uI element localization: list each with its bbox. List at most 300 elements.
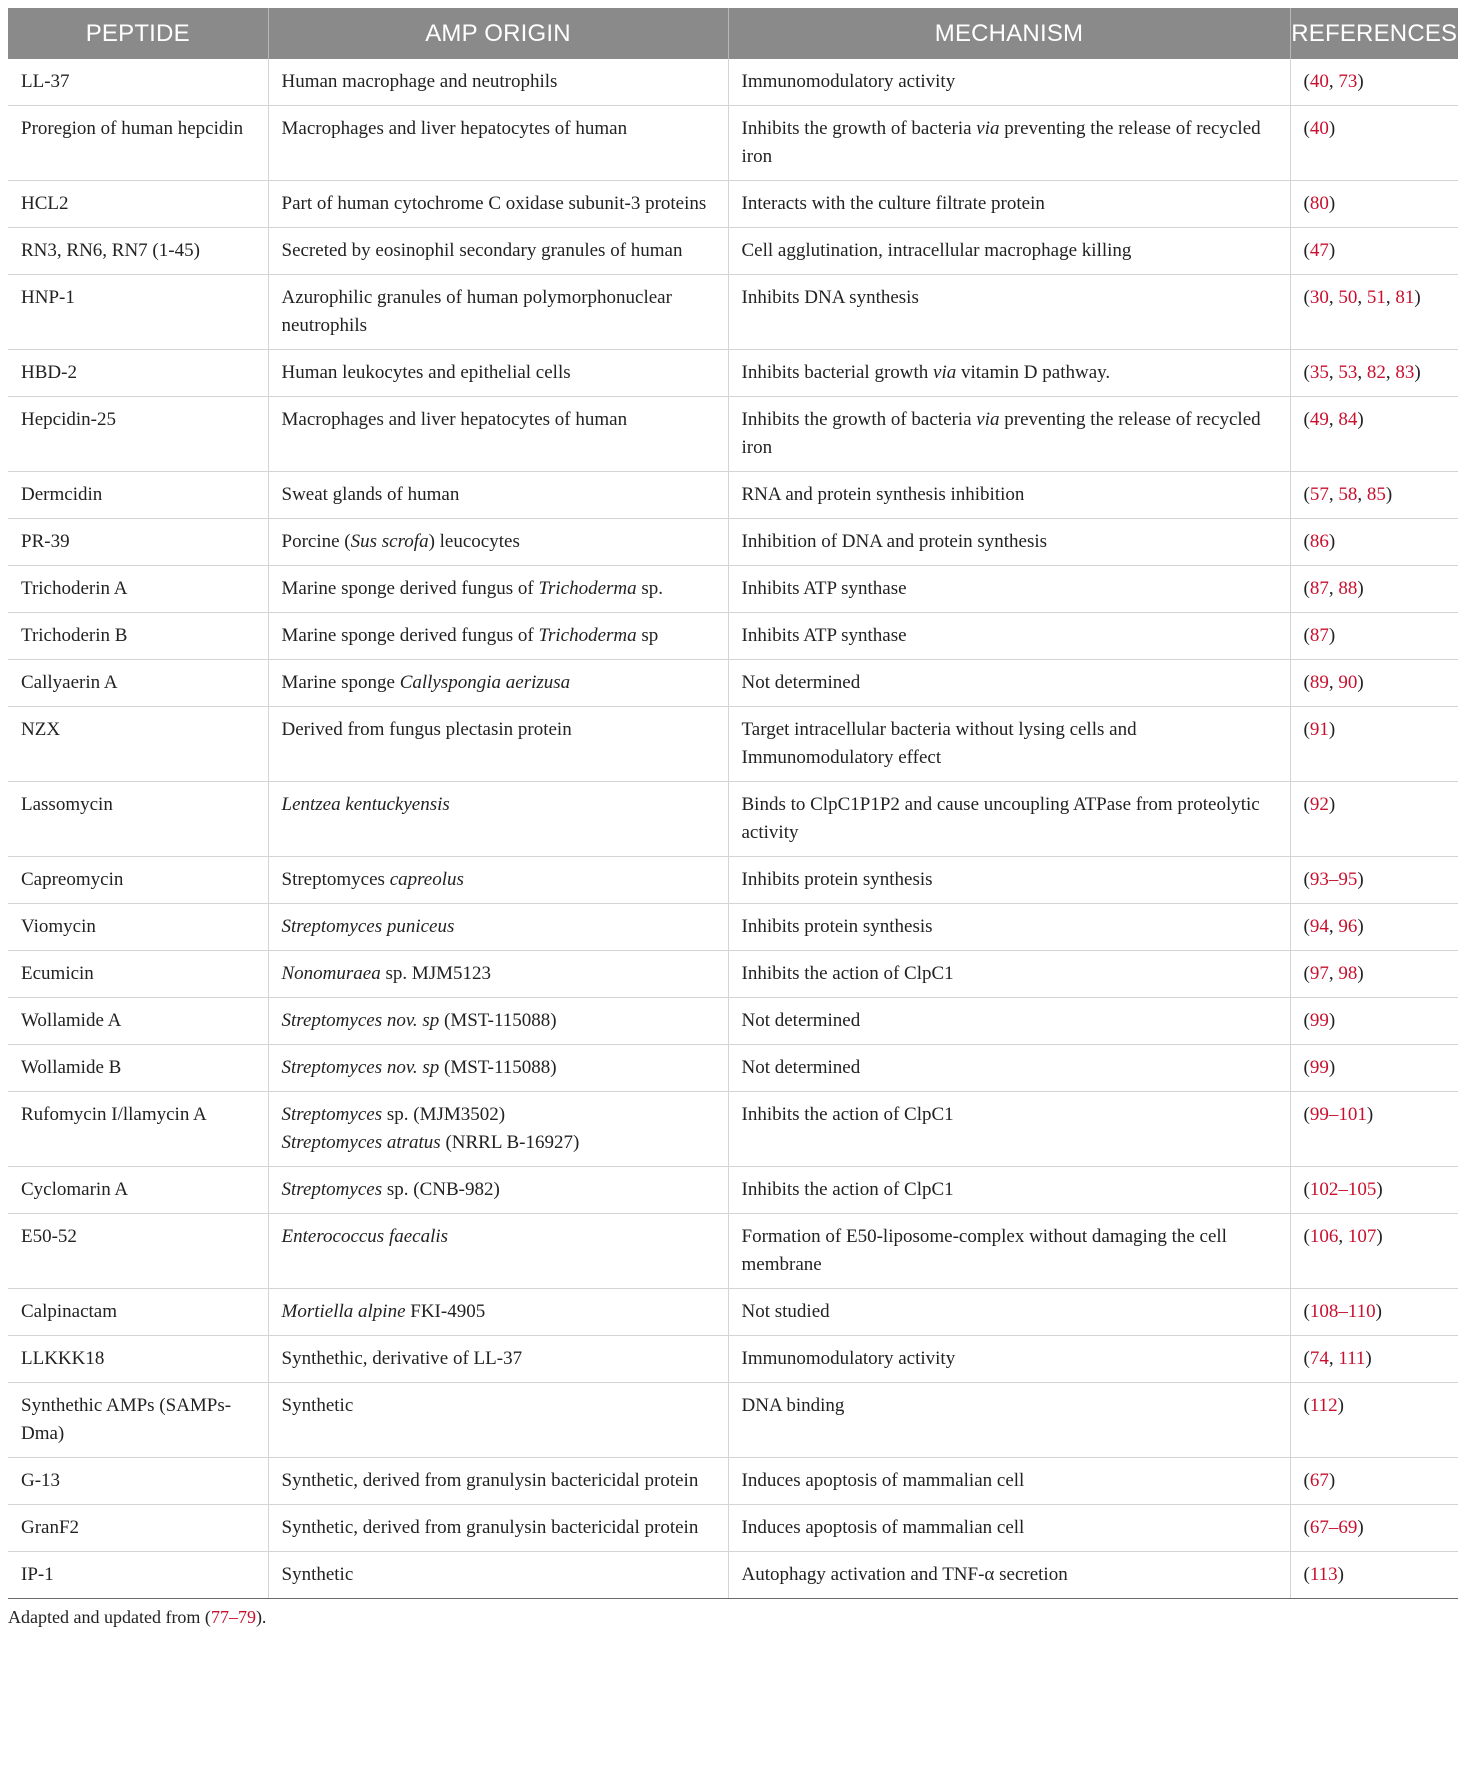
ref-separator: ,: [1328, 916, 1339, 937]
ref-separator: ,: [1328, 484, 1339, 505]
paren-open: (: [1303, 1301, 1310, 1322]
mechanism-cell: [728, 519, 1290, 566]
reference-link[interactable]: 97: [1309, 963, 1329, 984]
paren-close: ): [1365, 1348, 1372, 1369]
mechanism-cell: [728, 275, 1290, 350]
references-cell: [1290, 397, 1458, 472]
mechanism-cell: [728, 350, 1290, 397]
paren-close: ): [1328, 193, 1336, 214]
origin-text-segment: FKI-4905: [405, 1301, 486, 1322]
mechanism-cell: [728, 106, 1290, 181]
header-row: [8, 8, 1458, 59]
reference-link[interactable]: 67–69: [1309, 1517, 1358, 1538]
origin-cell: [268, 1552, 728, 1599]
paren-open: (: [1303, 794, 1310, 815]
paren-open: (: [1303, 625, 1310, 646]
reference-link[interactable]: 47: [1309, 240, 1329, 261]
origin-cell: [268, 59, 728, 106]
table-row: [8, 275, 1458, 350]
paren-close: ): [1357, 963, 1364, 984]
origin-text-segment: sp. (MJM3502): [382, 1104, 506, 1125]
header-references: REFERENCES: [1290, 8, 1458, 59]
paren-close: ): [1328, 719, 1336, 740]
mechanism-cell: [728, 397, 1290, 472]
table-row: [8, 1336, 1458, 1383]
mechanism-cell: [728, 1289, 1290, 1336]
origin-text-segment: sp. (CNB-982): [382, 1179, 500, 1200]
reference-link[interactable]: 85: [1366, 484, 1386, 505]
origin-text-segment: Streptomyces: [281, 1104, 383, 1125]
origin-cell: [268, 181, 728, 228]
reference-link[interactable]: 51: [1366, 287, 1386, 308]
paren-open: (: [1303, 287, 1310, 308]
ref-separator: ,: [1328, 672, 1339, 693]
origin-text-segment: Trichoderma: [538, 625, 637, 646]
mechanism-cell: [728, 1336, 1290, 1383]
footnote-ref-link[interactable]: 77–79: [210, 1607, 256, 1627]
paren-open: (: [1303, 71, 1310, 92]
table-row: [8, 707, 1458, 782]
reference-link[interactable]: 80: [1309, 193, 1329, 214]
origin-cell: [268, 275, 728, 350]
ref-separator: ,: [1385, 287, 1396, 308]
paren-open: (: [1303, 531, 1310, 552]
references-cell: [1290, 228, 1458, 275]
references-cell: [1290, 613, 1458, 660]
peptide-cell: HNP-1: [8, 275, 268, 350]
origin-cell: [268, 1045, 728, 1092]
footnote-suffix: ).: [255, 1607, 267, 1627]
paren-open: (: [1303, 1517, 1310, 1538]
mechanism-text-segment: Autophagy activation and TNF-α secretion: [741, 1564, 1068, 1585]
mechanism-cell: [728, 707, 1290, 782]
mechanism-cell: [728, 951, 1290, 998]
paren-open: (: [1303, 1348, 1310, 1369]
origin-text-segment: Derived from fungus plectasin protein: [281, 719, 572, 740]
peptide-cell: Proregion of human hepcidin: [8, 106, 268, 181]
peptide-cell: Trichoderin B: [8, 613, 268, 660]
mechanism-text-segment: Not studied: [741, 1301, 830, 1322]
table-row: [8, 519, 1458, 566]
reference-link[interactable]: 57: [1309, 484, 1329, 505]
mechanism-text-segment: Interacts with the culture filtrate protein: [741, 193, 1045, 214]
origin-text-segment: Streptomyces nov. sp: [281, 1010, 440, 1031]
peptide-cell: Hepcidin-25: [8, 397, 268, 472]
origin-cell: [268, 782, 728, 857]
mechanism-text-segment: Inhibits protein synthesis: [741, 916, 933, 937]
reference-link[interactable]: 49: [1309, 409, 1329, 430]
reference-link[interactable]: 111: [1338, 1348, 1366, 1369]
peptide-cell: PR-39: [8, 519, 268, 566]
ref-separator: ,: [1385, 362, 1396, 383]
paren-open: (: [1303, 240, 1310, 261]
reference-link[interactable]: 30: [1309, 287, 1329, 308]
origin-text-segment: capreolus: [389, 869, 464, 890]
origin-cell: [268, 228, 728, 275]
references-cell: [1290, 1336, 1458, 1383]
reference-link[interactable]: 93–95: [1309, 869, 1358, 890]
table-row: [8, 998, 1458, 1045]
mechanism-text-segment: Inhibits the action of ClpC1: [741, 1179, 954, 1200]
reference-link[interactable]: 106: [1309, 1226, 1339, 1247]
paren-close: ): [1376, 1179, 1383, 1200]
mechanism-text-segment: Formation of E50-liposome-complex without damaging the cell membrane: [741, 1226, 1232, 1275]
mechanism-cell: [728, 566, 1290, 613]
peptide-cell: Viomycin: [8, 904, 268, 951]
references-cell: [1290, 1458, 1458, 1505]
references-cell: [1290, 1214, 1458, 1289]
mechanism-text-segment: Immunomodulatory activity: [741, 71, 956, 92]
peptide-cell: Dermcidin: [8, 472, 268, 519]
reference-link[interactable]: 87: [1309, 625, 1329, 646]
origin-text-segment: Trichoderma: [538, 578, 637, 599]
table-row: [8, 566, 1458, 613]
peptide-cell: Lassomycin: [8, 782, 268, 857]
paren-close: ): [1357, 578, 1364, 599]
reference-link[interactable]: 53: [1338, 362, 1358, 383]
origin-text-segment: Synthetic: [281, 1395, 354, 1416]
mechanism-text-segment: Inhibits DNA synthesis: [741, 287, 919, 308]
table-row: [8, 350, 1458, 397]
paren-close: ): [1375, 1301, 1382, 1322]
paren-open: (: [1303, 362, 1310, 383]
table-row: [8, 857, 1458, 904]
reference-link[interactable]: 67: [1309, 1470, 1329, 1491]
mechanism-text-segment: Inhibits the action of ClpC1: [741, 1104, 954, 1125]
mechanism-text-segment: via: [976, 409, 1000, 430]
mechanism-cell: [728, 228, 1290, 275]
origin-text-segment: Marine sponge derived fungus of: [281, 625, 539, 646]
origin-cell: [268, 951, 728, 998]
header-amp-origin: AMP ORIGIN: [268, 8, 728, 59]
mechanism-text-segment: Inhibits ATP synthase: [741, 578, 907, 599]
paren-close: ): [1357, 1517, 1364, 1538]
origin-text-segment: Marine sponge derived fungus of: [281, 578, 539, 599]
reference-link[interactable]: 50: [1338, 287, 1358, 308]
mechanism-text-segment: Cell agglutination, intracellular macrophage killing: [741, 240, 1132, 261]
reference-link[interactable]: 113: [1309, 1564, 1338, 1585]
references-cell: [1290, 857, 1458, 904]
table-row: [8, 1505, 1458, 1552]
origin-cell: [268, 998, 728, 1045]
ref-separator: ,: [1328, 71, 1339, 92]
table-row: [8, 59, 1458, 106]
paren-close: ): [1328, 794, 1336, 815]
peptide-cell: Wollamide B: [8, 1045, 268, 1092]
table-body: [8, 59, 1458, 1599]
paren-close: ): [1376, 1226, 1383, 1247]
reference-link[interactable]: 88: [1338, 578, 1358, 599]
reference-link[interactable]: 99: [1309, 1057, 1329, 1078]
origin-cell: [268, 613, 728, 660]
paren-close: ): [1337, 1564, 1344, 1585]
origin-cell: [268, 350, 728, 397]
origin-text-segment: ) leucocytes: [428, 531, 520, 552]
paren-open: (: [1303, 869, 1310, 890]
peptide-cell: E50-52: [8, 1214, 268, 1289]
ref-separator: ,: [1338, 1226, 1348, 1247]
paren-close: ): [1414, 362, 1421, 383]
mechanism-cell: [728, 1552, 1290, 1599]
header-mechanism: MECHANISM: [728, 8, 1290, 59]
origin-text-segment: Synthetic: [281, 1564, 354, 1585]
mechanism-cell: [728, 472, 1290, 519]
origin-text-segment: Sus scrofa: [350, 531, 429, 552]
reference-link[interactable]: 84: [1338, 409, 1358, 430]
table-row: [8, 397, 1458, 472]
origin-cell: [268, 904, 728, 951]
table-row: [8, 660, 1458, 707]
mechanism-cell: [728, 660, 1290, 707]
origin-text-segment: Mortiella alpine: [281, 1301, 406, 1322]
paren-close: ): [1414, 287, 1421, 308]
ref-separator: ,: [1328, 963, 1339, 984]
peptide-cell: HCL2: [8, 181, 268, 228]
references-cell: [1290, 519, 1458, 566]
paren-open: (: [1303, 1395, 1310, 1416]
peptide-cell: HBD-2: [8, 350, 268, 397]
peptide-cell: Calpinactam: [8, 1289, 268, 1336]
mechanism-text-segment: Induces apoptosis of mammalian cell: [741, 1517, 1025, 1538]
table-row: [8, 613, 1458, 660]
peptide-cell: Cyclomarin A: [8, 1167, 268, 1214]
mechanism-cell: [728, 613, 1290, 660]
mechanism-text-segment: via: [976, 118, 1000, 139]
origin-text-segment: Sweat glands of human: [281, 484, 460, 505]
paren-close: ): [1357, 409, 1364, 430]
origin-cell: [268, 857, 728, 904]
mechanism-text-segment: vitamin D pathway.: [956, 362, 1111, 383]
mechanism-text-segment: Inhibits the growth of bacteria: [741, 118, 977, 139]
mechanism-text-segment: Binds to ClpC1P1P2 and cause uncoupling ATPase from proteolytic activity: [741, 794, 1265, 843]
paren-open: (: [1303, 963, 1310, 984]
peptide-cell: Trichoderin A: [8, 566, 268, 613]
origin-text-segment: (MST-115088): [439, 1010, 557, 1031]
paren-open: (: [1303, 1104, 1310, 1125]
mechanism-text-segment: Inhibition of DNA and protein synthesis: [741, 531, 1048, 552]
mechanism-cell: [728, 1214, 1290, 1289]
table-row: [8, 1289, 1458, 1336]
mechanism-text-segment: Inhibits the action of ClpC1: [741, 963, 954, 984]
origin-text-segment: sp.: [636, 578, 664, 599]
origin-text-segment: Human leukocytes and epithelial cells: [281, 362, 571, 383]
paren-open: (: [1303, 719, 1310, 740]
paren-close: ): [1328, 240, 1336, 261]
mechanism-cell: [728, 1045, 1290, 1092]
table-row: [8, 472, 1458, 519]
origin-cell: [268, 1458, 728, 1505]
references-cell: [1290, 1383, 1458, 1458]
reference-link[interactable]: 99–101: [1309, 1104, 1367, 1125]
paren-close: ): [1328, 531, 1336, 552]
peptide-cell: Synthethic AMPs (SAMPs-Dma): [8, 1383, 268, 1458]
table-row: [8, 1092, 1458, 1167]
origin-cell: [268, 1214, 728, 1289]
origin-cell: [268, 1289, 728, 1336]
amp-table: [8, 8, 1458, 1599]
footnote: [8, 1607, 1458, 1628]
paren-close: ): [1337, 1395, 1344, 1416]
origin-text-segment: Marine sponge: [281, 672, 400, 693]
origin-text-segment: Synthetic, derived from granulysin bactericidal protein: [281, 1470, 699, 1491]
origin-cell: [268, 472, 728, 519]
ref-separator: ,: [1357, 484, 1367, 505]
mechanism-cell: [728, 782, 1290, 857]
ref-separator: ,: [1328, 287, 1339, 308]
references-cell: [1290, 566, 1458, 613]
reference-link[interactable]: 83: [1395, 362, 1415, 383]
reference-link[interactable]: 91: [1309, 719, 1329, 740]
reference-link[interactable]: 90: [1338, 672, 1358, 693]
paren-close: ): [1357, 672, 1364, 693]
references-cell: [1290, 181, 1458, 228]
ref-separator: ,: [1328, 1348, 1339, 1369]
paren-open: (: [1303, 1470, 1310, 1491]
peptide-cell: G-13: [8, 1458, 268, 1505]
mechanism-text-segment: Inhibits the growth of bacteria: [741, 409, 977, 430]
origin-text-segment: sp: [636, 625, 659, 646]
table-container: [8, 8, 1458, 1628]
origin-text-segment: Streptomyces nov. sp: [281, 1057, 440, 1078]
paren-close: ): [1385, 484, 1393, 505]
paren-close: ): [1328, 118, 1336, 139]
reference-link[interactable]: 89: [1309, 672, 1329, 693]
references-cell: [1290, 1045, 1458, 1092]
peptide-cell: Rufomycin I/llamycin A: [8, 1092, 268, 1167]
table-row: [8, 228, 1458, 275]
paren-close: ): [1357, 869, 1364, 890]
reference-link[interactable]: 40: [1309, 118, 1329, 139]
table-row: [8, 181, 1458, 228]
reference-link[interactable]: 96: [1338, 916, 1358, 937]
footnote-prefix: Adapted and updated from (: [8, 1607, 211, 1627]
reference-link[interactable]: 98: [1338, 963, 1358, 984]
paren-open: (: [1303, 193, 1310, 214]
mechanism-text-segment: Not determined: [741, 1057, 861, 1078]
origin-cell: [268, 566, 728, 613]
table-row: [8, 1552, 1458, 1599]
paren-open: (: [1303, 1226, 1310, 1247]
reference-link[interactable]: 40: [1309, 71, 1329, 92]
mechanism-text-segment: preventing the release of recycled iron: [741, 409, 1266, 458]
paren-close: ): [1328, 1057, 1336, 1078]
paren-close: ): [1328, 1010, 1336, 1031]
origin-cell: [268, 397, 728, 472]
mechanism-text-segment: preventing the release of recycled iron: [741, 118, 1266, 167]
origin-cell: [268, 519, 728, 566]
references-cell: [1290, 1552, 1458, 1599]
origin-text-segment: Synthethic, derivative of LL-37: [281, 1348, 523, 1369]
origin-cell: [268, 1505, 728, 1552]
mechanism-text-segment: Inhibits bacterial growth: [741, 362, 934, 383]
references-cell: [1290, 904, 1458, 951]
origin-text-segment: (MST-115088): [439, 1057, 557, 1078]
reference-link[interactable]: 107: [1347, 1226, 1377, 1247]
mechanism-text-segment: Inhibits ATP synthase: [741, 625, 907, 646]
reference-link[interactable]: 81: [1395, 287, 1415, 308]
ref-separator: ,: [1328, 578, 1339, 599]
paren-close: ): [1328, 1470, 1336, 1491]
references-cell: [1290, 998, 1458, 1045]
references-cell: [1290, 1505, 1458, 1552]
reference-link[interactable]: 58: [1338, 484, 1358, 505]
reference-link[interactable]: 108–110: [1309, 1301, 1376, 1322]
mechanism-cell: [728, 59, 1290, 106]
paren-open: (: [1303, 484, 1310, 505]
origin-text-segment: Streptomyces puniceus: [281, 916, 455, 937]
reference-link[interactable]: 112: [1309, 1395, 1338, 1416]
table-row: [8, 106, 1458, 181]
peptide-cell: GranF2: [8, 1505, 268, 1552]
origin-text-segment: Enterococcus faecalis: [281, 1226, 449, 1247]
reference-link[interactable]: 92: [1309, 794, 1329, 815]
origin-text-segment: Streptomyces: [281, 1179, 383, 1200]
table-row: [8, 1383, 1458, 1458]
peptide-cell: IP-1: [8, 1552, 268, 1599]
paren-open: (: [1303, 1179, 1310, 1200]
ref-separator: ,: [1357, 287, 1367, 308]
origin-cell: [268, 660, 728, 707]
origin-text-segment: sp. MJM5123: [380, 963, 492, 984]
origin-text-segment: Lentzea kentuckyensis: [281, 794, 450, 815]
origin-cell: [268, 106, 728, 181]
origin-text-segment: Azurophilic granules of human polymorphonuclear neutrophils: [281, 287, 677, 336]
mechanism-text-segment: Inhibits protein synthesis: [741, 869, 933, 890]
paren-open: (: [1303, 1010, 1310, 1031]
origin-cell: [268, 707, 728, 782]
mechanism-text-segment: via: [933, 362, 957, 383]
origin-text-segment: (NRRL B-16927): [440, 1132, 580, 1153]
reference-link[interactable]: 74: [1309, 1348, 1329, 1369]
reference-link[interactable]: 102–105: [1309, 1179, 1377, 1200]
reference-link[interactable]: 73: [1338, 71, 1358, 92]
reference-link[interactable]: 87: [1309, 578, 1329, 599]
reference-link[interactable]: 99: [1309, 1010, 1329, 1031]
ref-separator: ,: [1328, 409, 1339, 430]
peptide-cell: Callyaerin A: [8, 660, 268, 707]
paren-close: ): [1357, 71, 1364, 92]
paren-close: ): [1328, 625, 1336, 646]
origin-text-segment: Macrophages and liver hepatocytes of human: [281, 409, 628, 430]
paren-open: (: [1303, 1564, 1310, 1585]
reference-link[interactable]: 82: [1366, 362, 1386, 383]
origin-cell: [268, 1336, 728, 1383]
table-row: [8, 951, 1458, 998]
origin-text-segment: Streptomyces atratus: [281, 1132, 441, 1153]
mechanism-text-segment: Induces apoptosis of mammalian cell: [741, 1470, 1025, 1491]
mechanism-cell: [728, 857, 1290, 904]
reference-link[interactable]: 94: [1309, 916, 1329, 937]
mechanism-cell: [728, 1458, 1290, 1505]
mechanism-text-segment: Not determined: [741, 1010, 861, 1031]
origin-cell: [268, 1092, 728, 1167]
references-cell: [1290, 59, 1458, 106]
references-cell: [1290, 1167, 1458, 1214]
references-cell: [1290, 782, 1458, 857]
mechanism-cell: [728, 1092, 1290, 1167]
paren-open: (: [1303, 1057, 1310, 1078]
references-cell: [1290, 472, 1458, 519]
reference-link[interactable]: 86: [1309, 531, 1329, 552]
peptide-cell: Wollamide A: [8, 998, 268, 1045]
mechanism-cell: [728, 181, 1290, 228]
peptide-cell: RN3, RN6, RN7 (1-45): [8, 228, 268, 275]
table-row: [8, 1458, 1458, 1505]
reference-link[interactable]: 35: [1309, 362, 1329, 383]
paren-close: ): [1357, 916, 1364, 937]
mechanism-cell: [728, 1383, 1290, 1458]
header-peptide: PEPTIDE: [8, 8, 268, 59]
